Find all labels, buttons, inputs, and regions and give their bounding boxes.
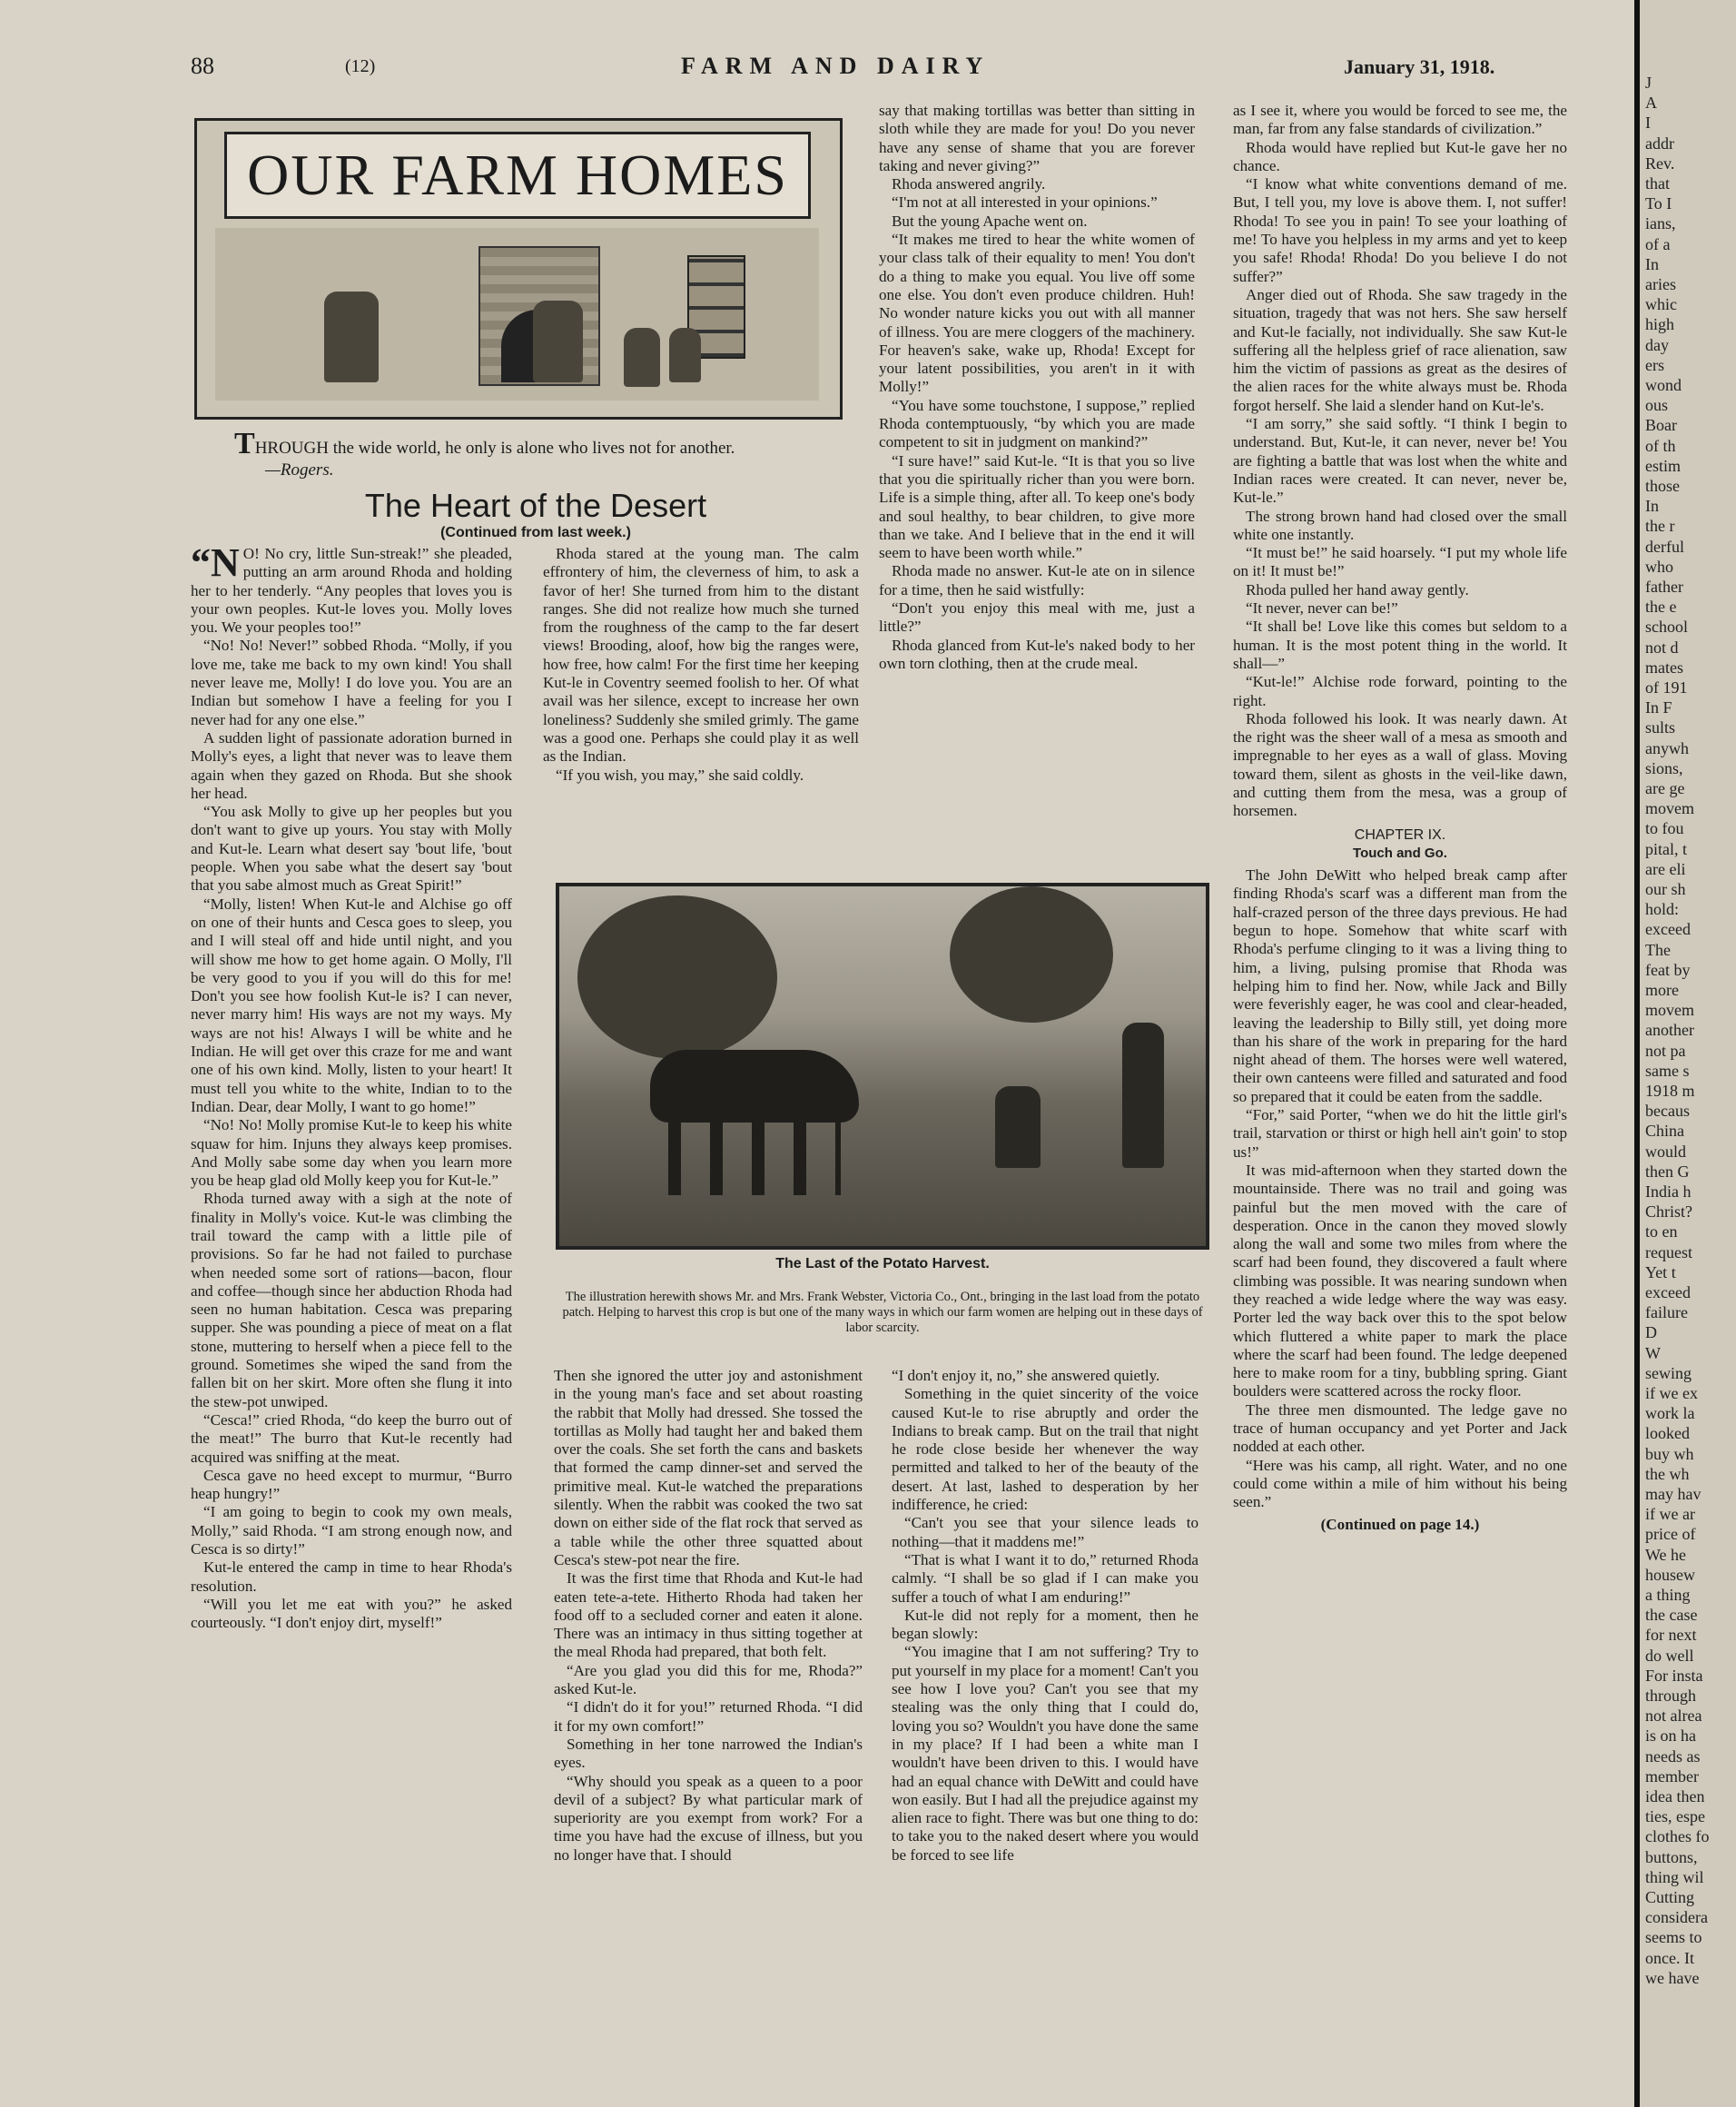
adjacent-page-fragment: if we ex bbox=[1645, 1384, 1698, 1402]
column-4-paragraph: Rhoda followed his look. It was nearly dawn. At the right was the sheer wall of a mesa as smooth and impregnable to her eyes as a wall of glass. Moving toward them, silent as ghosts in the veil-like dawn, and cutting them from the mesa, was a group of horsemen. bbox=[1233, 709, 1567, 820]
adjacent-page-fragment: derful bbox=[1645, 537, 1684, 556]
adjacent-page-fragment: 1918 m bbox=[1645, 1082, 1695, 1100]
adjacent-page-fragment: ians, bbox=[1645, 214, 1676, 233]
column-4-paragraph: “It shall be! Love like this comes but seldom to a human. It is the most potent thing in the world. It shall—” bbox=[1233, 618, 1567, 672]
adjacent-page-fragment: movem bbox=[1645, 799, 1694, 818]
adjacent-page-fragment: feat by bbox=[1645, 960, 1691, 979]
adjacent-page-fragment: We he bbox=[1645, 1545, 1687, 1564]
column-4-paragraph: The three men dismounted. The ledge gave no trace of human occupancy and yet Porter and Jack nodded at each other. bbox=[1233, 1400, 1567, 1456]
adjacent-page-fragment: Boar bbox=[1645, 416, 1677, 435]
column-3-bottom bbox=[892, 1367, 1198, 2048]
column-3-paragraph: But the young Apache went on. bbox=[892, 212, 1088, 230]
adjacent-page-fragment: of th bbox=[1645, 436, 1676, 455]
column-3-paragraph: Kut-le did not reply for a moment, then he began slowly: bbox=[892, 1606, 1198, 1643]
column-3-paragraph: “That is what I want it to do,” returned Rhoda calmly. “I shall be so glad if I can make you suffer a touch of what I am enduring!” bbox=[892, 1550, 1198, 1606]
adjacent-page-fragment: to en bbox=[1645, 1222, 1678, 1241]
adjacent-page-fragment: In bbox=[1645, 497, 1659, 516]
column-4-paragraph: It was mid-afternoon when they started down the mountainside. There was no trail and going was painful but the men moved with the care of desperation. Once in the canon they moved slowly along the wall and some two miles from where the scarf had been found, they discovered a fault where climbing was possible. It was nearing sundown when they reached a wide ledge where the way was easy. Porter led the way back over this to the spot below which fluttered a white paper to mark the place where the scarf had been found. The ledge deepened here to make room for a tiny, bubbling spring. Giant boulders were scattered across the rocky floor. bbox=[1233, 1161, 1567, 1400]
quote-attribution: —Rogers. bbox=[265, 460, 334, 480]
adjacent-page-fragment: pital, t bbox=[1645, 839, 1687, 858]
adjacent-page-fragment: request bbox=[1645, 1242, 1692, 1261]
issue-date: January 31, 1918. bbox=[1344, 55, 1495, 78]
column-4-paragraph: as I see it, where you would be forced to see me, the man, far from any false standards of civilization.” bbox=[1233, 102, 1567, 138]
quote-text: HROUGH the wide world, he only is alone who lives not for another. bbox=[254, 439, 735, 458]
story-dropcap: “N bbox=[191, 545, 240, 585]
column-4-paragraph: “It must be!” he said hoarsely. “I put my whole life on it! It must be!” bbox=[1233, 544, 1567, 580]
adjacent-page-fragment: housew bbox=[1645, 1565, 1695, 1584]
column-3-paragraph: Rhoda answered angrily. bbox=[892, 175, 1046, 193]
adjacent-page-fragment: work la bbox=[1645, 1404, 1695, 1423]
tree-shape-two bbox=[950, 886, 1113, 1023]
adjacent-page-fragment: W bbox=[1645, 1343, 1661, 1362]
adjacent-page-fragment: movem bbox=[1645, 1001, 1694, 1020]
adjacent-page-fragment: whic bbox=[1645, 295, 1677, 314]
column-4-paragraph: The strong brown hand had closed over the small white one instantly. bbox=[1233, 507, 1567, 543]
epigraph-quote bbox=[234, 427, 852, 481]
column-1-paragraph: A sudden light of passionate adoration burned in Molly's eyes, a light that never was to leave them again when they gazed on Rhoda. But she shook her head. bbox=[191, 728, 512, 802]
figure-child-two bbox=[669, 328, 701, 382]
column-3-paragraph: “You imagine that I am not suffering? Try to put yourself in my place for a moment! Can't you see how I love you? Can't you see that my stealing was the only thing that I could do, loving you so? Wouldn't you have done the same in my place? If I had been a white man I wouldn't have been driven to this. I would have had an equal chance with DeWitt and could have won easily. But I had all the prejudice against my alien race to fight. There was but one thing to do: to take you to the naked desert where you would be forced to see life bbox=[892, 1643, 1198, 1864]
column-4-paragraph: “Here was his camp, all right. Water, and no one could come within a mile of him without his being seen.” bbox=[1233, 1456, 1567, 1511]
adjacent-page-fragment: is on ha bbox=[1645, 1726, 1696, 1746]
adjacent-page-fragment: seems to bbox=[1645, 1928, 1702, 1947]
column-1 bbox=[191, 545, 512, 2034]
adjacent-page-fragment: buy wh bbox=[1645, 1444, 1694, 1463]
column-2-paragraph: “Are you glad you did this for me, Rhoda?” asked Kut-le. bbox=[554, 1661, 863, 1698]
adjacent-page-fragment: D bbox=[1645, 1323, 1657, 1342]
column-4-paragraph: The John DeWitt who helped break camp after finding Rhoda's scarf was a different man from the half-crazed person of the three days previous. He had begun to hope. Somehow that white scarf with Rhoda's perfume clinging to it was a living thing to him, a living, pulsing promise that Rhoda was helping him to find her. Now, while Jack and Billy were feverishly eager, he was cool and clear-headed, leaving the leadership to Billy still, yet doing more than his share of the work in preparing for the hard night ahead of them. The horses were well watered, their own canteens were filled and saturated and food so prepared that it could be eaten from the saddle. bbox=[1233, 866, 1567, 1105]
adjacent-page-fragment: school bbox=[1645, 618, 1688, 637]
column-1-paragraph: “No! No! Never!” sobbed Rhoda. “Molly, if you love me, take me back to my own kind! You shall never leave me, Molly! I do love you. You are an Indian but somehow I have a feeling for you I never had for any one else.” bbox=[191, 637, 512, 728]
column-2-paragraph: “Why should you speak as a queen to a poor devil of a subject? By what particular mark of superiority are you exempt from work? For a time you have had the excuse of illness, but you no longer have that. I should bbox=[554, 1772, 863, 1864]
person-standing bbox=[1122, 1023, 1164, 1168]
column-3-paragraph: “I don't enjoy it, no,” she answered quietly. bbox=[892, 1367, 1160, 1384]
adjacent-page-fragment: member bbox=[1645, 1766, 1699, 1786]
adjacent-page-fragment: would bbox=[1645, 1142, 1686, 1161]
adjacent-page-fragment: once. It bbox=[1645, 1948, 1694, 1967]
column-1-paragraph: Cesca gave no heed except to murmur, “Burro heap hungry!” bbox=[191, 1466, 512, 1503]
quote-dropcap: T bbox=[234, 427, 255, 460]
adjacent-page-fragment: if we ar bbox=[1645, 1505, 1695, 1524]
adjacent-page-fragment: To I bbox=[1645, 194, 1672, 213]
column-4-paragraph: Rhoda would have replied but Kut-le gave her no chance. bbox=[1233, 138, 1567, 174]
adjacent-page-fragment: exceed bbox=[1645, 1283, 1691, 1301]
column-1-paragraph: “I am going to begin to cook my own meals, Molly,” said Rhoda. “I am strong enough now, and Cesca is so dirty!” bbox=[191, 1503, 512, 1558]
our-farm-homes-banner bbox=[194, 118, 843, 420]
adjacent-page-fragment: are ge bbox=[1645, 779, 1685, 797]
adjacent-page-fragment: who bbox=[1645, 557, 1673, 576]
adjacent-page-fragment: another bbox=[1645, 1021, 1694, 1040]
adjacent-page-fragment: price of bbox=[1645, 1525, 1696, 1544]
adjacent-page-fragment: aries bbox=[1645, 275, 1676, 293]
adjacent-page-fragment: In bbox=[1645, 254, 1659, 273]
column-1-paragraph: “Cesca!” cried Rhoda, “do keep the burro out of the meat!” The burro that Kut-le recently had acquired was sniffing at the meat. bbox=[191, 1410, 512, 1466]
column-3-paragraph: “I'm not at all interested in your opinions.” bbox=[892, 193, 1158, 212]
adjacent-page-fragment: not alrea bbox=[1645, 1706, 1702, 1726]
column-4-paragraph: “For,” said Porter, “when we do hit the little girl's trail, starvation or thirst or high hell ain't goin' to stop us!” bbox=[1233, 1106, 1567, 1161]
adjacent-page-strip bbox=[1634, 0, 1736, 2107]
section-number: (12) bbox=[345, 56, 376, 76]
adjacent-page-fragment: Christ? bbox=[1645, 1202, 1692, 1222]
horse-shape bbox=[650, 1050, 859, 1123]
column-4-paragraph: Rhoda pulled her hand away gently. bbox=[1246, 580, 1469, 598]
person-on-wagon bbox=[995, 1086, 1041, 1168]
adjacent-page-fragment: For insta bbox=[1645, 1666, 1703, 1685]
adjacent-page-fragment: not d bbox=[1645, 638, 1679, 657]
adjacent-page-fragment: India h bbox=[1645, 1182, 1692, 1201]
adjacent-page-fragment: looked bbox=[1645, 1424, 1690, 1443]
column-4-paragraph: “Kut-le!” Alchise rode forward, pointing to the right. bbox=[1233, 673, 1567, 709]
column-4 bbox=[1233, 102, 1567, 2018]
adjacent-page-fragment: J bbox=[1645, 74, 1652, 92]
adjacent-page-fragment: those bbox=[1645, 477, 1680, 495]
adjacent-page-fragment: high bbox=[1645, 315, 1675, 334]
adjacent-page-fragment: a thing bbox=[1645, 1586, 1691, 1604]
adjacent-page-fragment: we have bbox=[1645, 1968, 1700, 1987]
column-1-paragraph: “Molly, listen! When Kut-le and Alchise go off on one of their hunts and Cesca goes to sleep, you and I will steal off and hide until night, and you will show me how to get home again. O Molly, I'll be very good to you if you will do this for me! Don't you see how foolish Kut-le is? I can never, never marry him! His ways are not my ways. My ways are not his! Always I will be white and he Indian. He will get over this craze for me and want one of his own kind. Molly, listen to your heart! It must tell you white to the white, Indian to to the Indian. Dear, dear Molly, I want to go home!” bbox=[191, 895, 512, 1115]
figure-woman-seated bbox=[533, 301, 583, 382]
banner-title: OUR FARM HOMES bbox=[224, 132, 811, 219]
adjacent-page-fragment: Yet t bbox=[1645, 1262, 1676, 1281]
column-2-paragraph: It was the first time that Rhoda and Kut-le had eaten tete-a-tete. Hitherto Rhoda had taken her food off to a secluded corner and eaten it alone. There was an intimacy in thus sitting together at the meal Rhoda had prepared, that both felt. bbox=[554, 1569, 863, 1661]
adjacent-page-fragment: that bbox=[1645, 174, 1670, 193]
adjacent-page-fragment: the e bbox=[1645, 598, 1677, 617]
column-4-paragraph: Anger died out of Rhoda. She saw tragedy in the situation, tragedy that was not hers. She saw herself and Kut-le facially, not individually. She saw Kut-le suffering all the helpless grief of race alienation, saw him the victim of passions as great as the desires of the alien races for the white always must be. Rhoda forgot herself. She laid a slender hand on Kut-le's. bbox=[1233, 285, 1567, 414]
chapter-title: Touch and Go. bbox=[1353, 845, 1447, 861]
adjacent-page-fragment: of a bbox=[1645, 234, 1671, 253]
adjacent-page-fragment: sewing bbox=[1645, 1363, 1692, 1382]
column-3-top bbox=[879, 102, 1195, 872]
adjacent-page-fragment: considera bbox=[1645, 1908, 1708, 1927]
adjacent-page-fragment: China bbox=[1645, 1122, 1684, 1141]
column-1-paragraph: “Will you let me eat with you?” he asked courteously. “I don't enjoy dirt, myself!” bbox=[191, 1595, 512, 1632]
column-2-top bbox=[543, 545, 859, 872]
adjacent-page-fragment: of 191 bbox=[1645, 678, 1688, 697]
column-2-paragraph: “I didn't do it for you!” returned Rhoda. “I did it for my own comfort!” bbox=[554, 1698, 863, 1735]
home-interior-illustration bbox=[215, 228, 819, 401]
adjacent-page-fragment: estim bbox=[1645, 456, 1681, 475]
adjacent-page-fragment: A bbox=[1645, 94, 1657, 113]
adjacent-page-fragment: the case bbox=[1645, 1606, 1698, 1625]
story-title: The Heart of the Desert bbox=[364, 487, 707, 524]
photo-caption-title: The Last of the Potato Harvest. bbox=[775, 1256, 990, 1271]
continued-notice: (Continued on page 14.) bbox=[1320, 1515, 1480, 1533]
column-3-paragraph: Rhoda glanced from Kut-le's naked body to her own torn clothing, then at the crude meal. bbox=[879, 636, 1195, 672]
adjacent-page-fragment: the wh bbox=[1645, 1464, 1690, 1483]
adjacent-page-fragment: In F bbox=[1645, 698, 1672, 717]
adjacent-page-fragment: idea then bbox=[1645, 1787, 1705, 1805]
running-head bbox=[191, 53, 1553, 89]
adjacent-page-fragment: needs as bbox=[1645, 1746, 1701, 1766]
adjacent-page-fragment: to fou bbox=[1645, 819, 1684, 838]
adjacent-page-fragment: sions, bbox=[1645, 758, 1683, 777]
adjacent-page-fragment: do well bbox=[1645, 1646, 1694, 1665]
column-3-paragraph: “You have some touchstone, I suppose,” replied Rhoda contemptuously, “by which you are made competent to sit in judgment on mankind?” bbox=[879, 396, 1195, 451]
story-subtitle: (Continued from last week.) bbox=[440, 525, 631, 540]
column-3-paragraph: Something in the quiet sincerity of the voice caused Kut-le to rise abruptly and order the Indians to break camp. But on the trail that night he rode close beside her whenever the way permitted and talked to her of the beauty of the desert. At last, lashed to desperation by her indifference, he cried: bbox=[892, 1385, 1198, 1514]
adjacent-page-fragment: thing wil bbox=[1645, 1867, 1704, 1886]
figure-man-reading bbox=[324, 292, 379, 382]
adjacent-page-fragment: father bbox=[1645, 578, 1683, 596]
column-1-paragraph: “N O! No cry, little Sun-streak!” she pleaded, putting an arm around Rhoda and holding her to her tenderly. “Any peoples that loves you is your own peoples. Kut-le loves you. Molly loves you. We your peoples too!” bbox=[191, 545, 512, 637]
adjacent-page-fragment: may hav bbox=[1645, 1485, 1701, 1503]
publication-name: FARM AND DAIRY bbox=[681, 53, 991, 79]
adjacent-page-fragment: Cutting bbox=[1645, 1888, 1695, 1906]
adjacent-page-fragment: addr bbox=[1645, 134, 1674, 153]
column-2-paragraph: “If you wish, you may,” she said coldly. bbox=[556, 766, 804, 784]
potato-harvest-photo bbox=[556, 883, 1209, 1250]
column-1-paragraph: Kut-le entered the camp in time to hear Rhoda's resolution. bbox=[191, 1558, 512, 1595]
column-2-paragraph: Rhoda stared at the young man. The calm effrontery of him, the cleverness of him, to ask a favor of her! She turned from him to the distant ranges. She did not realize how much she turned from the roughness of the camp to the far desert views! Brooding, aloof, how big the ranges were, how free, how calm! For the first time her keeping Kut-le in Coventry seemed foolish to her. Of what avail was her silence, except to increase her own loneliness? Suddenly she smiled grimly. The game was a good one. Perhaps she could play it as well as the Indian. bbox=[543, 545, 859, 766]
column-4-paragraph: “It never, never can be!” bbox=[1246, 599, 1398, 618]
adjacent-page-fragment: Rev. bbox=[1645, 153, 1675, 173]
adjacent-page-fragment: not pa bbox=[1645, 1041, 1686, 1060]
adjacent-page-fragment: anywh bbox=[1645, 738, 1689, 757]
column-3-paragraph: Rhoda made no answer. Kut-le ate on in silence for a time, then he said wistfully: bbox=[879, 562, 1195, 598]
adjacent-page-fragment: are eli bbox=[1645, 859, 1686, 878]
column-4-paragraph: “I am sorry,” she said softly. “I think I begin to understand. But, Kut-le, it can never, never be! You are fighting a battle that was lost when the white and Indian races were created. It can never, never be, Kut-le.” bbox=[1233, 415, 1567, 507]
adjacent-page-fragment: ous bbox=[1645, 396, 1669, 415]
adjacent-page-fragment: same s bbox=[1645, 1061, 1690, 1080]
column-3-paragraph: “I sure have!” said Kut-le. “It is that you so live that you die spiritually richer than you were born. Life is a simple thing, after all. To keep one's body and soul healthy, to bear children, to give more than we take. And I believe that in the end it will seem to have been worth while.” bbox=[879, 451, 1195, 562]
horse-legs bbox=[668, 1113, 841, 1195]
column-3-paragraph: “It makes me tired to hear the white women of your class talk of their equality to men! You don't do a thing to make you equal. You live off some one else. You don't even produce children. Huh! No wonder nature kicks you out with all manner of illness. You are mere cloggers of the machinery. For heaven's sake, wake up, Rhoda! Except for your latent possibilities, you aren't in it with Molly!” bbox=[879, 231, 1195, 396]
column-1-paragraph: “No! No! Molly promise Kut-le to keep his white squaw for him. Injuns they always keep promises. And Molly sabe some day when you learn more you be heap glad old Molly keep you for Kut-le.” bbox=[191, 1116, 512, 1190]
adjacent-page-fragment: The bbox=[1645, 940, 1671, 959]
column-3-paragraph: “Can't you see that your silence leads to nothing—that it maddens me!” bbox=[892, 1514, 1198, 1550]
adjacent-page-fragment: mates bbox=[1645, 658, 1683, 677]
column-3-paragraph: say that making tortillas was better than sitting in sloth while they are made for you! Do you never have any sense of shame that you are forever taking and never giving?” bbox=[879, 102, 1195, 174]
adjacent-page-fragment: becaus bbox=[1645, 1102, 1690, 1121]
column-4-paragraph: “I know what white conventions demand of me. But, I tell you, my love is above them. I, not suffer! Rhoda! To see you in pain! To see your loathing of me! To have you helpless in my arms and yet to keep you safe! Rhoda! Rhoda! Do you believe I do not suffer?” bbox=[1233, 175, 1567, 285]
adjacent-page-fragment: our sh bbox=[1645, 880, 1686, 898]
adjacent-page-fragment: through bbox=[1645, 1687, 1696, 1705]
column-2-paragraph: Then she ignored the utter joy and astonishment in the young man's face and set about roasting the rabbit that Molly had dressed. She tossed the tortillas as Molly had taught her and baked them over the coals. She set forth the cans and baskets that formed the camp dinner-set and served the primitive meal. Kut-le watched the preparations silently. When the rabbit was cooked the two sat down on either side of the flat rock that served as a table while the other three squatted about Cesca's stew-pot near the fire. bbox=[554, 1367, 863, 1568]
adjacent-page-fragment: I bbox=[1645, 114, 1651, 133]
adjacent-page-fragment: buttons, bbox=[1645, 1847, 1698, 1866]
adjacent-page-fragment: for next bbox=[1645, 1626, 1697, 1645]
figure-child bbox=[624, 328, 660, 387]
adjacent-page-fragment: wond bbox=[1645, 376, 1682, 394]
adjacent-page-fragment: then G bbox=[1645, 1162, 1690, 1181]
column-2-bottom bbox=[554, 1367, 863, 2048]
adjacent-page-fragment: sults bbox=[1645, 718, 1676, 737]
column-1-paragraph: “You ask Molly to give up her peoples but you don't want to give up yours. You stay with Molly and Kut-le. Learn what desert say 'bout life, 'bout people. When you sabe what the desert say 'bout that you sabe almost much as Great Spirit!” bbox=[191, 803, 512, 895]
adjacent-page-fragment: failure bbox=[1645, 1303, 1688, 1322]
adjacent-page-fragment: hold: bbox=[1645, 900, 1680, 919]
adjacent-page-fragment: clothes fo bbox=[1645, 1827, 1710, 1846]
page-number: 88 bbox=[191, 53, 214, 79]
chapter-heading: CHAPTER IX. bbox=[1354, 826, 1446, 843]
column-3-paragraph: “Don't you enjoy this meal with me, just a little?” bbox=[879, 599, 1195, 636]
column-2-paragraph: Something in her tone narrowed the Indian's eyes. bbox=[554, 1735, 863, 1772]
adjacent-page-fragment: the r bbox=[1645, 517, 1675, 536]
tree-shape bbox=[577, 895, 777, 1059]
adjacent-page-fragment: ties, espe bbox=[1645, 1807, 1705, 1826]
adjacent-page-fragment: day bbox=[1645, 335, 1669, 354]
photo-caption-body: The illustration herewith shows Mr. and Mrs. Frank Webster, Victoria Co., Ont., bringing in the last load from the potato patch. Helping to harvest this crop is but one of the many ways in which our farm women are helping out in these days of labor scarcity. bbox=[562, 1290, 1203, 1335]
adjacent-page-fragment: more bbox=[1645, 981, 1679, 999]
adjacent-page-fragment: ers bbox=[1645, 355, 1664, 374]
adjacent-page-fragment: exceed bbox=[1645, 920, 1691, 939]
column-1-paragraph: Rhoda turned away with a sigh at the note of finality in Molly's voice. Kut-le was climbing the trail toward the camp with a little pile of provisions. So far he had not failed to purchase when needed some sort of rations—bacon, flour and coffee—though since her abduction Rhoda had seen no human habitation. Cesca was preparing supper. She was pounding a piece of meat on a flat stone, muttering to herself when a piece fell to the ground. Sometimes she wiped the sand from the fallen bit on her skirt. More often she flung it into the stew-pot unwiped. bbox=[191, 1190, 512, 1410]
